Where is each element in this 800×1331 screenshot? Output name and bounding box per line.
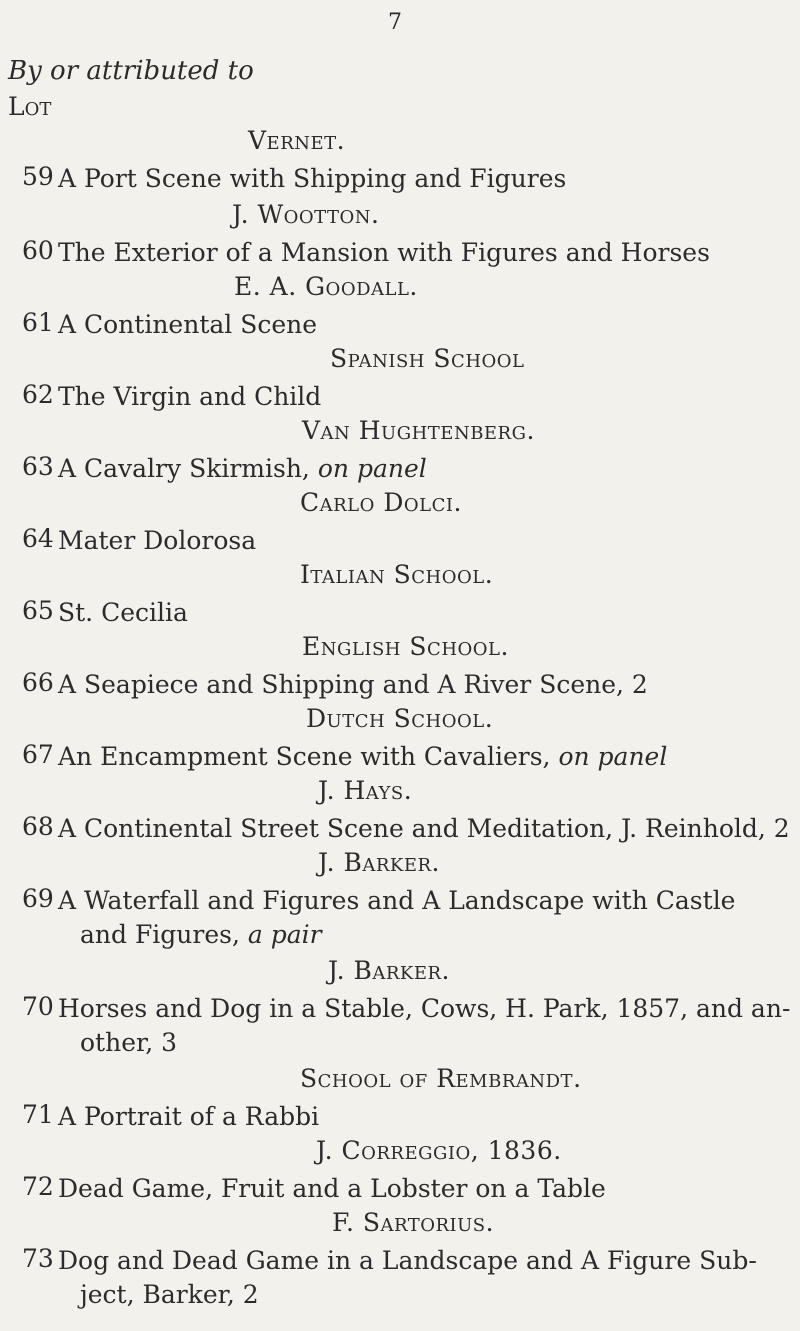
lot-title: A Continental Scene: [58, 310, 318, 339]
attribution: Dutch School.: [306, 704, 494, 733]
lot-number: 63: [22, 452, 54, 481]
lot-number: 61: [22, 308, 54, 337]
lot-title: Mater Dolorosa: [58, 526, 257, 555]
lot-title: Dead Game, Fruit and a Lobster on a Table: [58, 1174, 606, 1203]
lot-title: The Exterior of a Mansion with Figures and Horses: [58, 238, 710, 267]
attribution: J. Correggio, 1836.: [316, 1136, 562, 1165]
lot-number: 67: [22, 740, 54, 769]
lot-title-text: Horses and Dog in a Stable, Cows, H. Park, 1857, and an-: [58, 994, 791, 1023]
attribution: English School.: [302, 632, 509, 661]
lot-number: 71: [22, 1100, 54, 1129]
attribution: School of Rembrandt.: [300, 1064, 582, 1093]
lot-title-continuation-text: and Figures,: [80, 920, 240, 949]
lot-title: [58, 740, 796, 774]
lot-number: 59: [22, 162, 54, 191]
lot-title-continuation: ject, Barker, 2: [80, 1280, 259, 1309]
attribution: F. Sartorius.: [332, 1208, 495, 1237]
lot-title: [58, 1244, 796, 1312]
attribution: Spanish School: [330, 344, 525, 373]
lot-title-text: A Waterfall and Figures and A Landscape with Castle: [58, 886, 736, 915]
attribution: Vernet.: [248, 126, 346, 155]
lot-title: A Port Scene with Shipping and Figures: [58, 164, 567, 193]
attribution: Italian School.: [300, 560, 494, 589]
lot-note: on panel: [317, 454, 427, 483]
page-number: 7: [388, 10, 402, 35]
lot-title: [58, 884, 796, 952]
attribution: J. Barker.: [318, 848, 440, 877]
lot-number: 73: [22, 1244, 54, 1273]
lot-number: 60: [22, 236, 54, 265]
lot-title-text: A Cavalry Skirmish,: [58, 454, 310, 483]
lot-number: 62: [22, 380, 54, 409]
attribution: J. Barker.: [328, 956, 450, 985]
lot-number: 70: [22, 992, 54, 1021]
attribution: J. Hays.: [318, 776, 413, 805]
lot-title: [58, 452, 796, 486]
attribution: Van Hughtenberg.: [302, 416, 535, 445]
running-head: By or attributed to: [8, 56, 254, 86]
lot-number: 69: [22, 884, 54, 913]
attribution: E. A. Goodall.: [234, 272, 418, 301]
lot-note: a pair: [247, 920, 322, 949]
lot-title: A Seapiece and Shipping and A River Scene, 2: [58, 670, 648, 699]
lot-title: St. Cecilia: [58, 598, 188, 627]
lot-number: 65: [22, 596, 54, 625]
lot-title-text: An Encampment Scene with Cavaliers,: [58, 742, 551, 771]
lot-title: A Continental Street Scene and Meditation, J. Reinhold, 2: [58, 814, 790, 843]
lot-number: 66: [22, 668, 54, 697]
attribution: Carlo Dolci.: [300, 488, 462, 517]
lot-title-continuation: [58, 918, 796, 952]
lot-title: [58, 992, 796, 1060]
lot-number: 68: [22, 812, 54, 841]
lot-number: 64: [22, 524, 54, 553]
lot-title: The Virgin and Child: [58, 382, 322, 411]
lot-title-text: Dog and Dead Game in a Landscape and A Figure Sub-: [58, 1246, 757, 1275]
lot-title-continuation: other, 3: [80, 1028, 177, 1057]
lot-note: on panel: [558, 742, 668, 771]
attribution: J. Wootton.: [232, 200, 380, 229]
lot-number: 72: [22, 1172, 54, 1201]
lot-column-label: Lot: [8, 92, 52, 121]
lot-title: A Portrait of a Rabbi: [58, 1102, 320, 1131]
